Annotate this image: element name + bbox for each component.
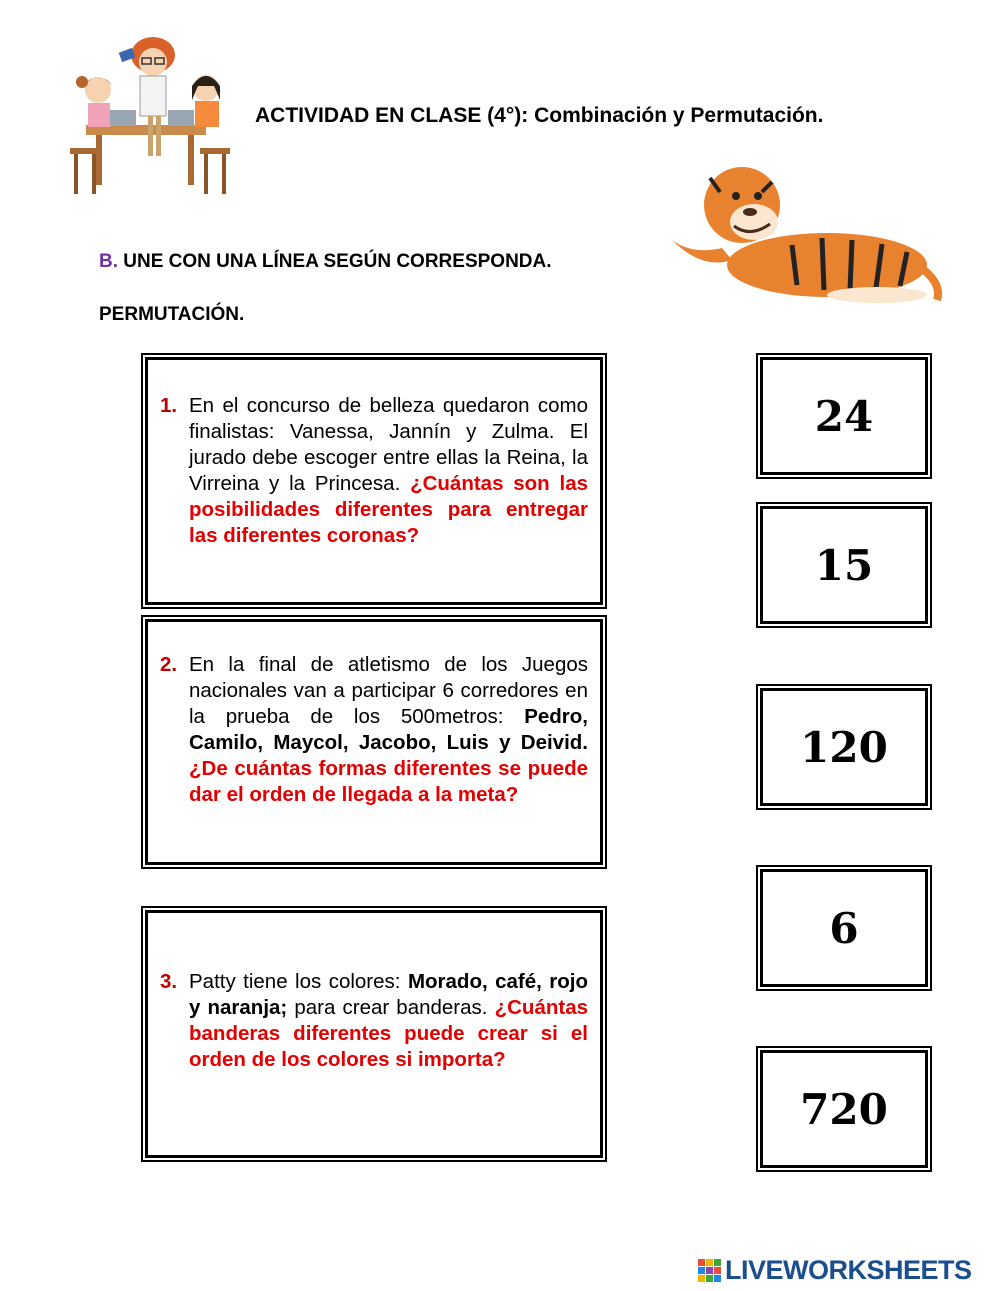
liveworksheets-logo-icon <box>698 1259 722 1283</box>
brand-name: LIVEWORKSHEETS <box>725 1255 972 1285</box>
question-number: 3. <box>160 970 178 993</box>
question-box-3 <box>145 910 603 1158</box>
question-statement: Patty tiene los colores: <box>189 970 401 993</box>
answer-box-6[interactable]: 6 <box>760 869 928 987</box>
question-box-1 <box>145 357 603 605</box>
answer-box-24[interactable]: 24 <box>760 357 928 475</box>
question-prompt: ¿Cuántas banderas diferentes puede crear si el orden de los colores si importa? <box>189 996 588 1071</box>
runner-names: Pedro, Camilo, Maycol, Jacobo, Luis y Deivid. <box>189 705 588 754</box>
question-prompt: ¿Cuántas son las posibilidades diferentes para entregar las diferentes coronas? <box>189 472 588 547</box>
question-number: 2. <box>160 653 178 676</box>
question-statement: En la final de atletismo de los Juegos nacionales van a participar 6 corredores en la prueba de los 500metros: <box>189 653 588 728</box>
question-box-2 <box>145 619 603 865</box>
page-title: ACTIVIDAD EN CLASE (4°): Combinación y Permutación. <box>255 104 824 127</box>
instruction-letter: B. <box>99 251 118 272</box>
section-title: PERMUTACIÓN. <box>99 304 245 325</box>
question-statement: En el concurso de belleza quedaron como finalistas: Vanessa, Jannín y Zulma. El jurado debe escoger entre ellas la Reina, la Virreina y la Princesa. <box>189 394 588 495</box>
question-prompt: ¿De cuántas formas diferentes se puede dar el orden de llegada a la meta? <box>189 757 588 806</box>
question-text-1 <box>160 393 588 549</box>
question-text-2 <box>160 652 588 808</box>
question-statement-end: para crear banderas. <box>294 996 488 1019</box>
brand-footer <box>698 1255 972 1286</box>
instruction-text: UNE CON UNA LÍNEA SEGÚN CORRESPONDA. <box>123 251 552 272</box>
instruction <box>99 251 552 273</box>
color-list: Morado, café, rojo y naranja; <box>189 970 588 1019</box>
answer-box-120[interactable]: 120 <box>760 688 928 806</box>
answer-box-15[interactable]: 15 <box>760 506 928 624</box>
tiger-illustration <box>662 160 947 305</box>
children-illustration <box>68 30 238 200</box>
question-text-3 <box>160 969 588 1073</box>
answer-box-720[interactable]: 720 <box>760 1050 928 1168</box>
question-number: 1. <box>160 394 178 417</box>
